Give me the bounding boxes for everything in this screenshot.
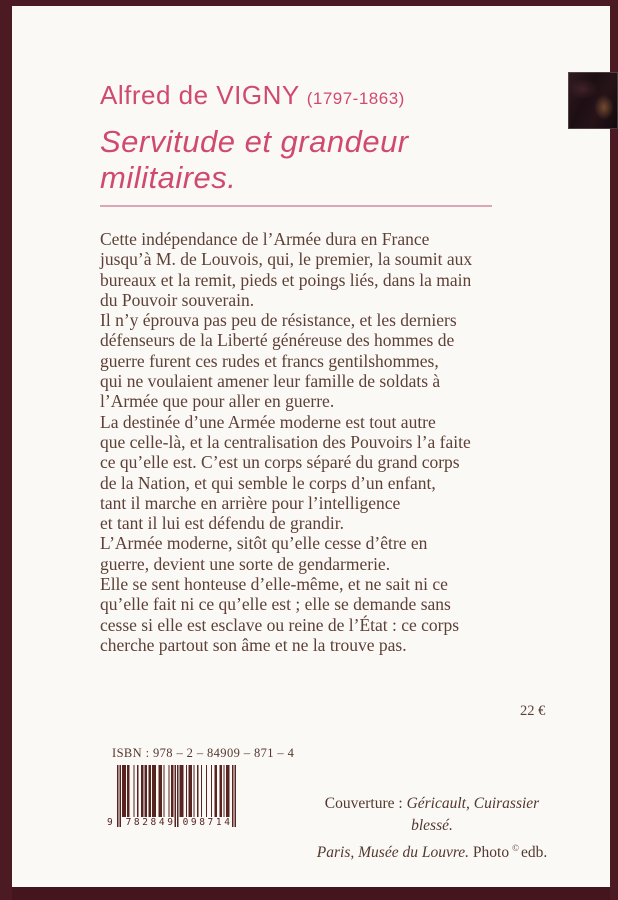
credits-line-2 (306, 837, 558, 864)
ean-barcode (107, 765, 236, 839)
blurb-line: Elle se sent honteuse d’elle-même, et ne sait ni ce (100, 574, 448, 595)
blurb-line: Il n’y éprouva pas peu de résistance, et les derniers (100, 310, 457, 331)
artwork-title: Géricault, Cuirassier blessé. (406, 795, 540, 834)
blurb-line: et tant il lui est défendu de grandir. (100, 513, 344, 534)
barcode-digits-right: 098714 (182, 817, 233, 828)
blurb-line: bureaux et la remit, pieds et poings liés, dans la main (100, 269, 472, 290)
photo-frame-top (0, 0, 618, 6)
title-block (100, 80, 520, 207)
blurb-line: La destinée d’une Armée moderne est tout autre (100, 411, 436, 432)
credits-prefix: Couverture : (324, 795, 407, 812)
isbn-label: ISBN : 978 – 2 – 84909 – 871 – 4 (112, 746, 295, 760)
cover-credits (306, 793, 558, 864)
barcode-digits-left: 782849 (125, 817, 176, 828)
author-line (100, 80, 520, 111)
blurb-line: qui ne voulaient amener leur famille de soldats à (100, 371, 441, 392)
blurb-line: l’Armée que pour aller en guerre. (100, 391, 335, 412)
blurb-line: de la Nation, et qui semble le corps d’un enfant, (100, 472, 436, 493)
blurb-line: ce qu’elle est. C’est un corps séparé du grand corps (100, 452, 460, 473)
blurb-line: défenseurs de la Liberté généreuse des hommes de (100, 330, 455, 351)
barcode-digits (107, 816, 236, 828)
blurb-line: Cette indépendance de l’Armée dura en France (100, 229, 430, 249)
price-label: 22 € (520, 703, 546, 719)
book-title-line: Servitude et grandeur (100, 124, 409, 159)
title-divider (100, 205, 492, 207)
photo-frame-right (610, 0, 618, 900)
blurb-line: guerre, devient une sorte de gendarmerie. (100, 553, 391, 574)
barcode-digit-first: 9 (107, 817, 113, 828)
photo-credit: edb. (520, 844, 548, 861)
photo-label: Photo (469, 844, 510, 861)
copyright-symbol: © (512, 843, 519, 853)
blurb-line: cesse si elle est esclave ou reine de l’État : ce corps (100, 614, 460, 635)
blurb-line: jusqu’à M. de Louvois, qui, le premier, la soumit aux (100, 249, 473, 270)
credits-line-1 (306, 793, 558, 837)
blurb-line: qu’elle fait ni ce qu’elle est ; elle se demande sans (100, 594, 451, 615)
blurb-line: que celle-là, et la centralisation des Pouvoirs l’a faite (100, 431, 471, 452)
front-cover-photo-fragment (568, 72, 618, 129)
book-title (100, 124, 520, 196)
book-title-line: militaires. (100, 160, 237, 195)
blurb-line: guerre furent ces rudes et francs gentilshommes, (100, 350, 439, 371)
blurb-line: du Pouvoir souverain. (100, 289, 255, 310)
artwork-location: Paris, Musée du Louvre. (316, 844, 470, 861)
photo-frame-bottom (0, 887, 618, 900)
author-name: Alfred de VIGNY (100, 80, 300, 110)
author-dates: (1797-1863) (306, 89, 405, 108)
blurb-line: L’Armée moderne, sitôt qu’elle cesse d’être en (100, 533, 428, 554)
photo-frame-left (0, 0, 12, 900)
blurb-line: cherche partout son âme et ne la trouve pas. (100, 634, 407, 655)
blurb-text (100, 229, 540, 655)
blurb-line: tant il marche en arrière pour l’intelligence (100, 492, 401, 513)
